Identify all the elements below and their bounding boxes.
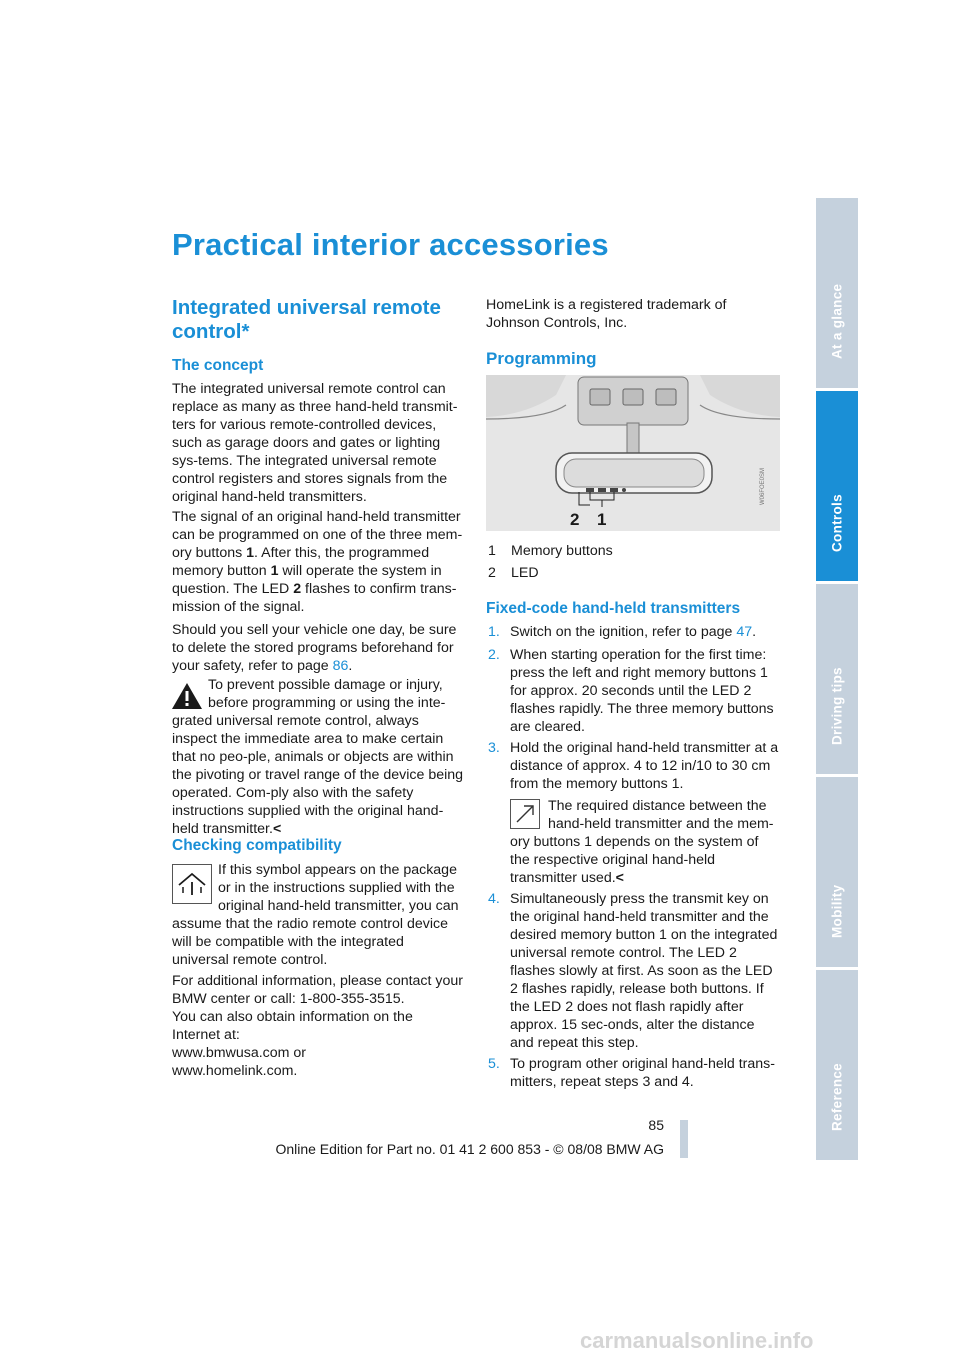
page-link-47[interactable]: 47 xyxy=(736,624,753,640)
page-link-86[interactable]: 86 xyxy=(332,658,349,674)
step-5: 5. To program other original hand-held trans-mitters, repeat steps 3 and 4. xyxy=(488,1056,775,1090)
callout-2: 2 xyxy=(570,510,580,529)
page-number: 85 xyxy=(648,1117,664,1133)
warning-icon xyxy=(170,681,204,711)
compat-text: assume that the radio remote control device will be compatible with the integrated universal remote control. xyxy=(172,916,449,968)
programming-heading: Programming xyxy=(486,349,597,368)
tab-mobility[interactable]: Mobility xyxy=(816,777,858,967)
page-title: Practical interior accessories xyxy=(172,227,609,262)
url-bmwusa: www.bmwusa.com or xyxy=(172,1045,307,1061)
fixed-code-heading: Fixed-code hand-held transmitters xyxy=(486,600,741,617)
section-title-line2: control* xyxy=(172,320,250,343)
footer-edition: Online Edition for Part no. 01 41 2 600 853 - © 08/08 BMW AG xyxy=(275,1141,664,1157)
url-homelink: www.homelink.com. xyxy=(172,1063,298,1079)
step-2: 2. When starting operation for the first time: press the left and right memory buttons 1 for approx. 20 seconds until the LED 2 flashes rapidly. The three memory buttons are cleared. xyxy=(488,647,774,735)
concept-paragraph-1: The integrated universal remote control can replace as many as three hand-held transmit-ters for various remote-controlled devices, such as garage doors and gates or lighting sys-tems. The integrated universal remote control registers and stores signals from the original hand-held transmitters. xyxy=(172,381,458,505)
concept-paragraph-2: The signal of an original hand-held transmitter can be programmed on one of the three mem-ory buttons 1. After this, the programmed memory button 1 will operate the system in question. The LED 2 flashes to confirm trans-mission of the signal. xyxy=(172,509,463,615)
homelink-trademark-note: HomeLink is a registered trademark of Johnson Controls, Inc. xyxy=(486,297,727,331)
step-3: 3. Hold the original hand-held transmitter at a distance of approx. 4 to 12 in/10 to 30 cm from the memory buttons 1. xyxy=(488,740,779,792)
legend-item-2: 2 LED xyxy=(488,565,539,581)
compat-heading: Checking compatibility xyxy=(172,837,342,854)
homelink-symbol-icon xyxy=(172,864,212,904)
compat-line1: If this symbol appears on the package xyxy=(218,862,457,878)
note-line1: The required distance between the xyxy=(548,798,767,814)
mirror-illustration xyxy=(486,375,780,531)
warning-line2: before programming or using the inte- xyxy=(208,695,446,711)
note-text: ory buttons 1 depends on the system of the respective original hand-held transmitter used.< xyxy=(510,834,759,886)
compat-contact: For additional information, please contact your BMW center or call: 1-800-355-3515. xyxy=(172,973,464,1007)
tab-reference[interactable]: Reference xyxy=(816,970,858,1160)
concept-heading: The concept xyxy=(172,357,264,374)
watermark: carmanualsonline.info xyxy=(580,1328,814,1353)
legend-item-1: 1 Memory buttons xyxy=(488,543,613,559)
image-code: W06FOE0SM xyxy=(760,467,766,505)
tab-driving-tips[interactable]: Driving tips xyxy=(816,584,858,774)
warning-text: grated universal remote control, always inspect the immediate area to make certain that no peo-ple, animals or objects are within the pivoting or travel range of the device being operated. Com-ply also with the safety instructions supplied with the original hand-held transmitter.< xyxy=(172,713,464,837)
compat-line3: original hand-held transmitter, you can xyxy=(218,898,459,914)
step-4: 4. Simultaneously press the transmit key on the original hand-held transmitter and the desired memory button 1 on the integrated universal remote control. The LED 2 flashes slowly at first. As soon as the LED 2 flashes rapidly, release both buttons. If the LED 2 does not flash rapidly after approx. 15 sec-onds, alter the distance and repeat this step. xyxy=(488,891,778,1051)
section-title-line1: Integrated universal remote xyxy=(172,296,441,319)
tab-at-a-glance[interactable]: At a glance xyxy=(816,198,858,388)
tab-controls[interactable]: Controls xyxy=(816,391,858,581)
note-line2: hand-held transmitter and the mem- xyxy=(548,816,774,832)
warning-line1: To prevent possible damage or injury, xyxy=(208,677,443,693)
page-marker-bar xyxy=(680,1120,688,1158)
note-arrow-icon xyxy=(510,799,540,829)
step-1: 1. Switch on the ignition, refer to page 47. xyxy=(488,624,757,640)
compat-line2: or in the instructions supplied with the xyxy=(218,880,455,896)
compat-internet: You can also obtain information on the Internet at: xyxy=(172,1009,413,1043)
section-title xyxy=(172,296,462,344)
concept-paragraph-3: Should you sell your vehicle one day, be sure to delete the stored programs beforehand for your safety, refer to page 86. xyxy=(172,622,457,674)
callout-1: 1 xyxy=(597,510,607,529)
